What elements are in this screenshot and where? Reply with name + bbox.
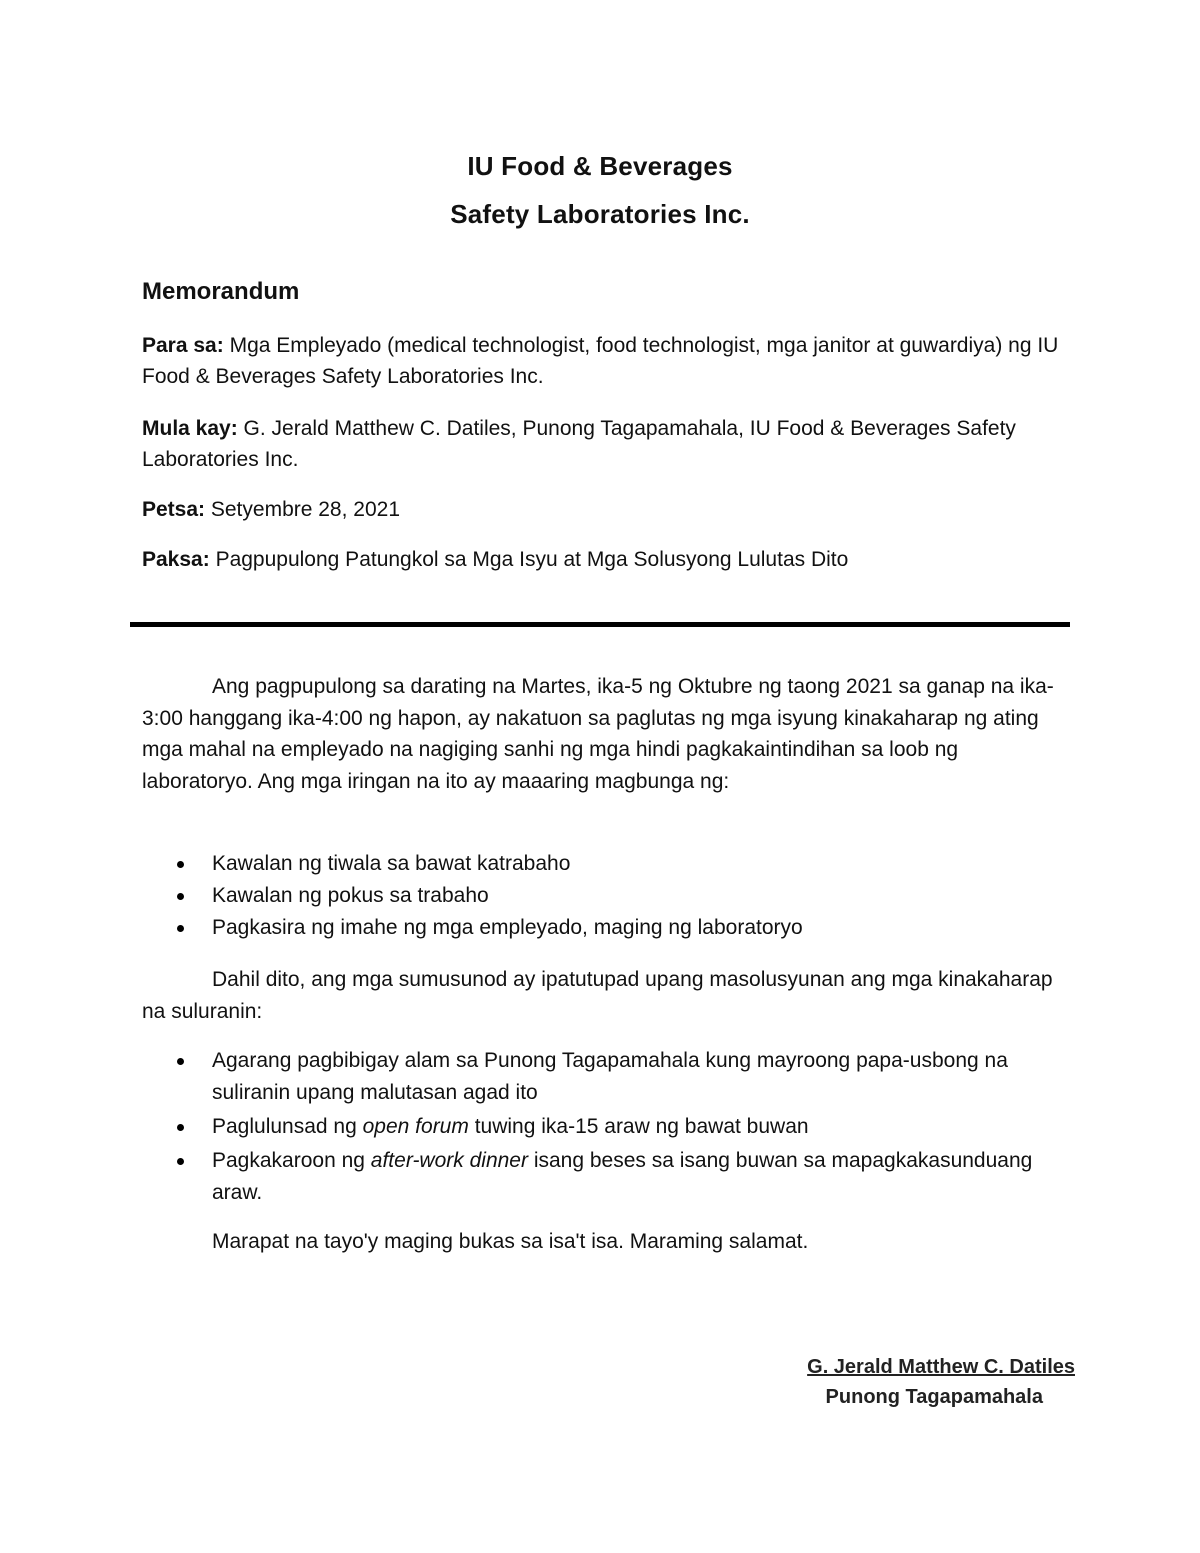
transition-paragraph: Dahil dito, ang mga sumusunod ay ipatutupad upang masolusyunan ang mga kinakaharap na suluranin: — [142, 968, 1053, 1023]
bullet-icon — [177, 1158, 184, 1165]
memo-date-field — [142, 494, 1072, 525]
memo-to-label: Para sa: — [142, 334, 224, 357]
list-item — [142, 1145, 1062, 1209]
list-item-text: Pagkasira ng imahe ng mga empleyado, maging ng laboratoryo — [212, 916, 803, 939]
bullet-icon — [177, 861, 184, 868]
bullet-icon — [177, 1058, 184, 1065]
issues-list — [142, 848, 1062, 944]
company-name-line2: Safety Laboratories Inc. — [450, 199, 750, 229]
header-divider — [130, 622, 1070, 627]
list-item — [142, 880, 1062, 912]
list-item-emphasis: open forum — [362, 1115, 469, 1138]
list-item-text-post: tuwing ika-15 araw ng bawat buwan — [468, 1115, 809, 1138]
memo-date-value: Setyembre 28, 2021 — [210, 498, 400, 521]
list-item-text: Kawalan ng pokus sa trabaho — [212, 884, 489, 907]
list-item-text-post: isang beses sa isang buwan sa mapagkakasunduang araw. — [212, 1149, 1033, 1204]
memo-heading: Memorandum — [142, 278, 300, 305]
list-item — [142, 912, 1062, 944]
memo-from-field — [142, 413, 1072, 475]
list-item — [142, 848, 1062, 880]
bullet-icon — [177, 1124, 184, 1131]
list-item-text: Kawalan ng tiwala sa bawat katrabaho — [212, 852, 571, 875]
memo-from-label: Mula kay: — [142, 417, 238, 440]
company-name — [0, 142, 1200, 238]
memo-to-field — [142, 330, 1072, 392]
bullet-icon — [177, 893, 184, 900]
company-name-line1: IU Food & Beverages — [467, 151, 733, 181]
memo-to-value: Mga Empleyado (medical technologist, food technologist, mga janitor at guwardiya) ng IU Food & Beverages Safety Laboratories Inc. — [142, 334, 1059, 388]
list-item-text-pre: Paglulunsad ng — [212, 1115, 363, 1138]
list-item — [142, 1045, 1062, 1109]
memo-date-label: Petsa: — [142, 498, 206, 521]
memo-subject-field — [142, 544, 1072, 575]
memo-subject-value: Pagpupulong Patungkol sa Mga Isyu at Mga Solusyong Lulutas Dito — [215, 548, 849, 571]
list-item-text: Agarang pagbibigay alam sa Punong Tagapamahala kung mayroong papa-usbong na suliranin upang malutasan agad ito — [212, 1049, 1008, 1104]
memo-from-value: G. Jerald Matthew C. Datiles, Punong Tagapamahala, IU Food & Beverages Safety Laboratories Inc. — [142, 417, 1016, 471]
memo-subject-label: Paksa: — [142, 548, 210, 571]
list-item-emphasis: after-work dinner — [370, 1149, 528, 1172]
intro-paragraph: Ang pagpupulong sa darating na Martes, ika-5 ng Oktubre ng taong 2021 sa ganap na ika-3:00 hanggang ika-4:00 ng hapon, ay nakatuon sa paglutas ng mga isyung kinakaharap ng ating mga mahal na empleyado na nagiging sanhi ng mga hindi pagkakaintindihan sa loob ng laboratoryo. Ang mga iringan na ito ay maaaring magbunga ng: — [142, 675, 1054, 793]
bullet-icon — [177, 925, 184, 932]
list-item — [142, 1111, 1062, 1143]
solutions-list — [142, 1045, 1062, 1211]
list-item-text-pre: Pagkakaroon ng — [212, 1149, 371, 1172]
signatory-name: G. Jerald Matthew C. Datiles — [807, 1356, 1075, 1378]
signatory-title: Punong Tagapamahala — [825, 1386, 1043, 1408]
closing-paragraph: Marapat na tayo'y maging bukas sa isa't isa. Maraming salamat. — [212, 1230, 809, 1253]
signature-block — [807, 1352, 1075, 1412]
